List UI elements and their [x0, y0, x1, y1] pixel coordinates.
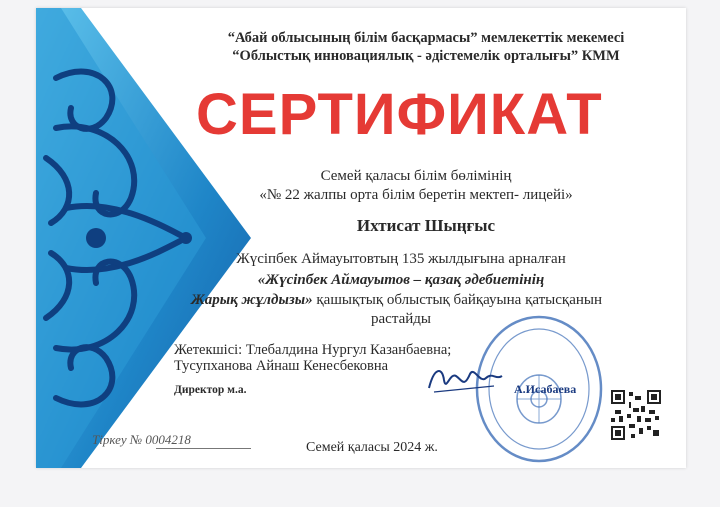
ornament-pattern-icon: [36, 8, 251, 468]
issuer-line-2: “Облыстық инновациялық - әдістемелік орталығы” КММ: [232, 48, 620, 64]
body-line-1: Жүсіпбек Аймауытовтың 135 жылдығына арналған: [236, 251, 566, 267]
certificate-title: СЕРТИФИКАТ: [196, 82, 603, 147]
body-line-2: «Жүсіпбек Аймауытов – қазақ әдебиетінің: [257, 272, 545, 288]
body-line-3: [191, 292, 602, 309]
school-line-2: «№ 22 жалпы орта білім беретін мектеп- лицейі»: [259, 187, 573, 203]
supervisor-line-1: Жетекшісі: Тлебалдина Нургул Казанбаевна;: [174, 342, 452, 358]
supervisor-line-2: Тусупханова Айнаш Кенесбековна: [174, 358, 389, 374]
body-line-3-rest: қашықтық облыстық байқауына қатысқанын: [312, 292, 602, 308]
signature-icon: [424, 358, 504, 398]
school-line-1: Семей қаласы білім бөлімінің: [320, 168, 512, 184]
registration-underline: [156, 448, 251, 449]
signer-name: А.Исабаева: [514, 382, 577, 396]
qr-code-icon: [611, 390, 661, 440]
director-label: Директор м.а.: [174, 384, 247, 396]
registration-number: Тіркеу № 0004218: [92, 432, 191, 447]
footer-city-year: Семей қаласы 2024 ж.: [306, 440, 438, 455]
recipient-name: Ихтисат Шыңғыс: [356, 216, 496, 235]
issuer-line-1: “Абай облысының білім басқармасы” мемлекеттік мекемесі: [227, 30, 625, 46]
body-line-3-bold: Жарық жұлдызы»: [191, 292, 313, 308]
body-line-4: растайды: [371, 311, 431, 327]
certificate-sheet: [36, 8, 686, 468]
